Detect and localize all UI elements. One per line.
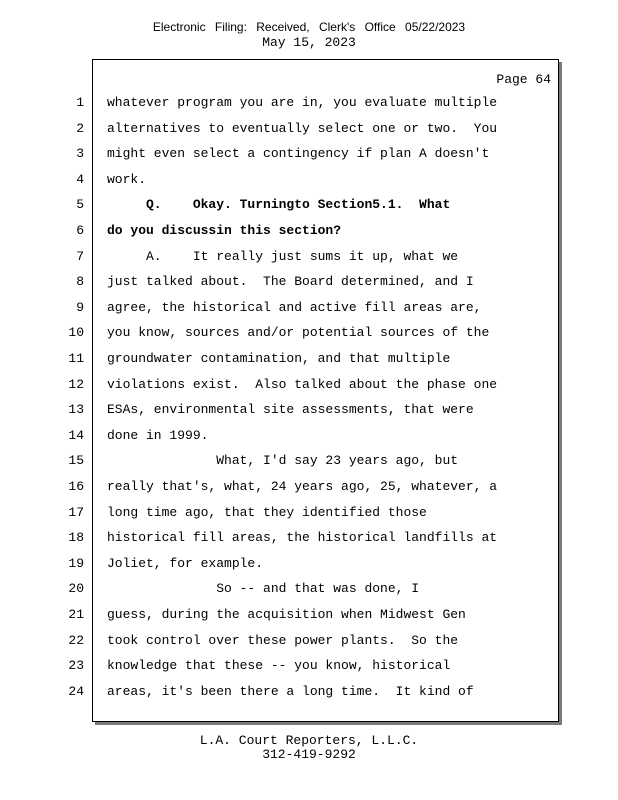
transcript-line: alternatives to eventually select one or two. You bbox=[107, 120, 498, 136]
transcript-line: ESAs, environmental site assessments, that were bbox=[107, 402, 474, 418]
line-number: 5 bbox=[76, 197, 84, 213]
line-number: 9 bbox=[76, 299, 84, 315]
deposition-date: May 15, 2023 bbox=[262, 35, 356, 50]
line-number: 7 bbox=[76, 248, 84, 264]
line-number: 20 bbox=[68, 581, 84, 597]
line-number: 18 bbox=[68, 530, 84, 546]
page-number: Page 64 bbox=[496, 72, 551, 87]
transcript-line: just talked about. The Board determined, and I bbox=[107, 274, 474, 290]
transcript-line: Joliet, for example. bbox=[107, 555, 264, 571]
transcript-line: done in 1999. bbox=[107, 427, 209, 443]
transcript-line: So -- and that was done, I bbox=[107, 581, 420, 597]
line-number: 24 bbox=[68, 683, 84, 699]
line-number: 23 bbox=[68, 658, 84, 674]
line-number: 11 bbox=[68, 351, 84, 366]
line-number: 16 bbox=[68, 479, 84, 494]
transcript-line: you know, sources and/or potential sources of the bbox=[107, 325, 490, 341]
transcript-line: long time ago, that they identified those bbox=[107, 504, 427, 520]
line-number: 3 bbox=[76, 146, 84, 162]
transcript-line: knowledge that these -- you know, historical bbox=[107, 658, 451, 674]
transcript-line: violations exist. Also talked about the phase one bbox=[107, 376, 498, 392]
transcript-line: might even select a contingency if plan A doesn't bbox=[107, 146, 490, 162]
line-number: 12 bbox=[68, 376, 84, 392]
line-number: 19 bbox=[68, 555, 84, 571]
transcript-line: Q. Okay. Turningto Section5.1. What bbox=[107, 197, 451, 213]
line-number: 10 bbox=[68, 325, 84, 341]
reporter-phone: 312-419-9292 bbox=[262, 747, 356, 762]
transcript-line: work. bbox=[107, 171, 147, 187]
transcript-line: areas, it's been there a long time. It kind of bbox=[107, 683, 474, 699]
transcript-line: guess, during the acquisition when Midwest Gen bbox=[107, 607, 466, 622]
transcript-line: What, I'd say 23 years ago, but bbox=[107, 453, 459, 469]
transcript-line: agree, the historical and active fill areas are, bbox=[107, 299, 482, 315]
transcript-line: groundwater contamination, and that multiple bbox=[107, 351, 451, 366]
filing-stamp: Electronic Filing: Received, Clerk's Office 05/22/2023 bbox=[152, 20, 466, 34]
transcript-line: A. It really just sums it up, what we bbox=[107, 248, 459, 264]
transcript-line: do you discussin this section? bbox=[107, 223, 342, 238]
line-number: 17 bbox=[68, 504, 84, 520]
transcript-line: whatever program you are in, you evaluate multiple bbox=[107, 95, 498, 110]
transcript-line: took control over these power plants. So the bbox=[107, 632, 459, 648]
reporter-company: L.A. Court Reporters, L.L.C. bbox=[199, 733, 419, 748]
line-number: 13 bbox=[68, 402, 84, 418]
line-number: 21 bbox=[68, 607, 84, 622]
line-number: 6 bbox=[76, 223, 84, 238]
line-number: 15 bbox=[68, 453, 84, 469]
line-number: 14 bbox=[68, 427, 84, 443]
transcript-line: really that's, what, 24 years ago, 25, whatever, a bbox=[107, 479, 498, 494]
line-number: 1 bbox=[76, 95, 84, 110]
line-number: 2 bbox=[76, 120, 84, 136]
line-number: 22 bbox=[68, 632, 84, 648]
line-number: 4 bbox=[76, 171, 84, 187]
transcript-line: historical fill areas, the historical landfills at bbox=[107, 530, 498, 546]
line-number: 8 bbox=[76, 274, 84, 290]
